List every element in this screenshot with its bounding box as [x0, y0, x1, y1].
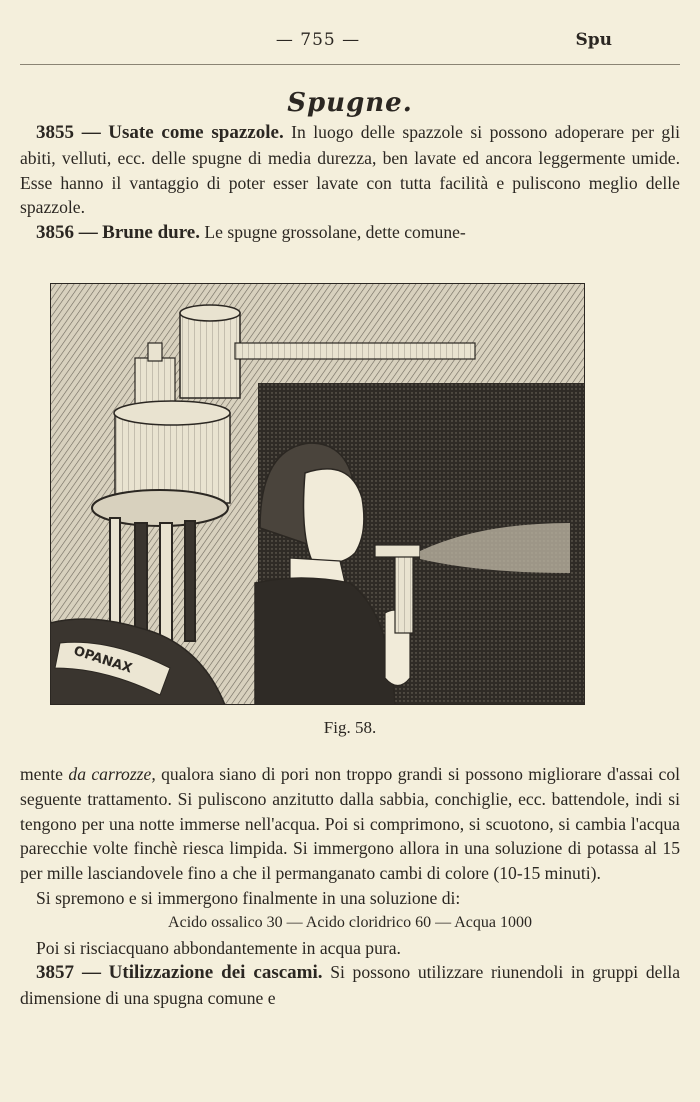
figure-inhaler-engraving	[50, 283, 585, 705]
page-number: — 755 —	[275, 30, 361, 50]
entry-text: Le spugne grossolane, dette comune-	[204, 222, 466, 243]
bottle-label: OPANAX	[71, 643, 134, 677]
entry-3857	[20, 960, 680, 1011]
section-title: Spugne.	[287, 88, 413, 118]
entry-title: Usate come spazzole.	[108, 122, 284, 143]
entry-title: Brune dure.	[102, 222, 200, 244]
entry-3856-start	[20, 220, 680, 246]
running-head: Spu	[575, 30, 612, 50]
instruction-line: Poi si risciacquano abbondantemente in acqua pura.	[36, 937, 401, 958]
entry-text: mente	[20, 764, 69, 784]
page-header	[0, 30, 700, 58]
instruction-line: Si spremono e si immergono finalmente in una soluzione di:	[36, 887, 461, 908]
entry-3856-continuation	[20, 762, 680, 1011]
entry-text: qualora siano di pori non troppo grandi si possono migliorare d'assai col seguente trattamento. Si puliscono anzitutto dalla sabbia, conchiglie, ecc. battendole, indi si tengono per una notte immerse nell'acqua. Poi si comprimono, si scuotono, si cambia l'acqua parecchie volte finchè riesca limpida. Si immergono allora in una soluzione di potassa al 15 per mille lasciandovele fino a che il permanganato cambi di colore (10-15 minuti).	[20, 764, 681, 884]
entry-title: Utilizzazione dei cascami.	[108, 962, 323, 984]
formula-line: Acido ossalico 30 — Acido cloridrico 60 — Acqua 1000	[168, 913, 532, 931]
entry-text: In luogo delle spazzole si possono adoperare per gli abiti, velluti, ecc. delle spugne di media durezza, ben lavate ed ancora leggermente umide. Esse hanno il vantaggio di poter esser lavate con tutta facilità e puliscono meglio delle spazzole.	[20, 122, 680, 218]
steam-arm	[235, 343, 475, 359]
header-rule	[20, 64, 680, 65]
upper-cylinder	[180, 313, 240, 398]
entry-number: 3855 —	[36, 122, 101, 143]
engraving-illustration	[50, 283, 585, 705]
entry-number: 3856 —	[36, 222, 98, 244]
entry-number: 3857 —	[36, 962, 102, 984]
figure-caption: Fig. 58.	[323, 718, 377, 737]
entry-text: Si possono utilizzare riunendoli in gruppi della dimensione di una spugna comune e	[20, 962, 681, 1009]
italic-phrase: da carrozze,	[68, 764, 156, 784]
inhaler	[395, 553, 413, 633]
entry-3855	[20, 120, 680, 246]
